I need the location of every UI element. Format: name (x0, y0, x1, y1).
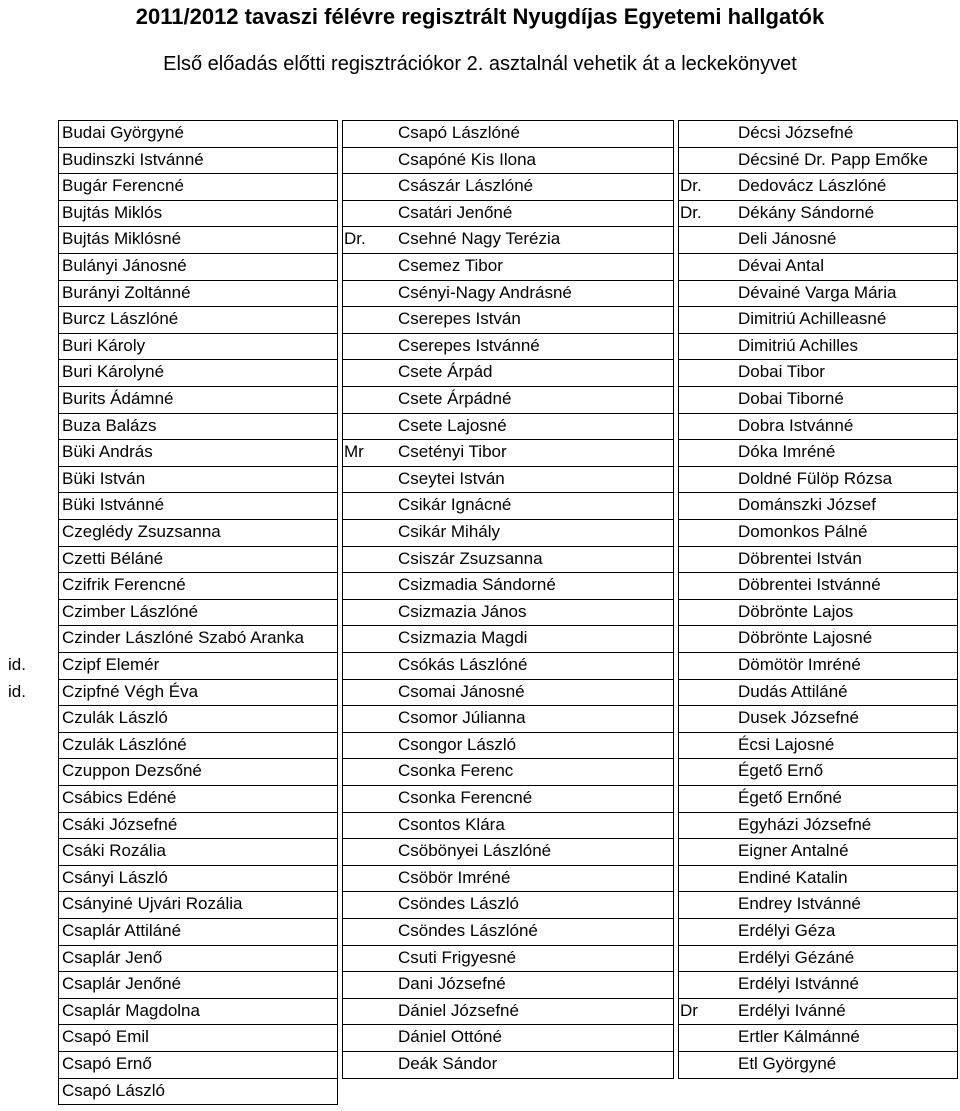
list-item (678, 333, 958, 360)
page-subtitle: Első előadás előtti regisztrációkor 2. asztalnál vehetik át a leckekönyvet (163, 53, 797, 75)
student-name: Csaplár Magdolna (62, 1000, 200, 1020)
student-name: Burits Ádámné (62, 389, 174, 408)
student-name: Cserepes Istvánné (398, 335, 540, 355)
student-name: Dévai Antal (738, 256, 824, 275)
student-name: Ertler Kálmánné (738, 1027, 860, 1047)
list-item (2, 173, 338, 200)
student-name: Bugár Ferencné (62, 176, 184, 196)
student-name: Csikár Ignácné (398, 495, 512, 515)
list-item (678, 546, 958, 573)
student-name: Endrey Istvánné (738, 894, 861, 914)
student-name: Dékány Sándorné (738, 202, 875, 222)
list-item (678, 120, 958, 147)
row-divider (58, 1104, 338, 1105)
list-item (2, 865, 338, 892)
list-item (678, 466, 958, 493)
list-item (342, 173, 674, 200)
list-item (2, 147, 338, 174)
student-name: Csomai Jánosné (398, 681, 525, 701)
student-name: Budinszki Istvánné (62, 149, 204, 169)
list-item (678, 1051, 958, 1078)
list-item (2, 945, 338, 972)
list-item (2, 785, 338, 812)
student-name: Etl Györgyné (738, 1054, 837, 1073)
student-name: Czifrik Ferencné (62, 575, 186, 595)
student-name: Décsi Józsefné (738, 123, 854, 142)
list-item (342, 200, 674, 227)
list-item (678, 679, 958, 706)
student-name: Csikár Mihály (398, 522, 501, 541)
student-name: Csaplár Jenő (62, 947, 163, 967)
list-item (2, 758, 338, 785)
list-item (342, 812, 674, 839)
list-item (342, 466, 674, 493)
student-name: Dóka Imréné (738, 442, 836, 462)
row-divider (342, 1078, 674, 1079)
list-item (678, 652, 958, 679)
student-name: Csehné Nagy Terézia (398, 229, 561, 249)
list-item (678, 519, 958, 546)
list-item (678, 306, 958, 333)
list-item (678, 280, 958, 307)
student-name: Csapóné Kis Ilona (398, 149, 536, 169)
name-column-2 (342, 120, 674, 1079)
list-item (678, 599, 958, 626)
student-name: Burcz Lászlóné (62, 309, 179, 329)
list-item (678, 359, 958, 386)
student-name: Buri Károlyné (62, 362, 165, 382)
student-name: Czinder Lászlóné Szabó Aranka (62, 628, 304, 648)
student-name: Csuti Frigyesné (398, 947, 517, 967)
list-item (342, 891, 674, 918)
list-item (2, 466, 338, 493)
list-item (342, 758, 674, 785)
student-name: Csapó László (62, 1080, 166, 1100)
student-name: Erdélyi Ivánné (738, 1000, 846, 1020)
student-name: Döbrönte Lajosné (738, 628, 873, 648)
student-name: Császár Lászlóné (398, 176, 534, 196)
student-name: Csaplár Attiláné (62, 921, 182, 940)
student-name: Csapó Emil (62, 1027, 149, 1047)
student-name: Burányi Zoltánné (62, 282, 191, 302)
list-item (342, 998, 674, 1025)
student-name: Csöndes Lászlóné (398, 921, 538, 940)
student-name: Erdélyi Istvánné (738, 974, 859, 994)
student-name: Csemez Tibor (398, 256, 503, 275)
list-item (2, 1051, 338, 1078)
student-name: Csete Lajosné (398, 415, 507, 435)
list-item (342, 918, 674, 945)
student-name: Czulák László (62, 708, 168, 728)
list-item (2, 333, 338, 360)
list-item (342, 679, 674, 706)
list-item (678, 625, 958, 652)
list-item (342, 253, 674, 280)
student-name: Eigner Antalné (738, 841, 849, 861)
list-item (342, 546, 674, 573)
list-item (2, 226, 338, 253)
list-item (342, 120, 674, 147)
student-name: Égető Ernő (738, 761, 824, 781)
row-divider (678, 1078, 958, 1079)
student-name: Döbrentei Istvánné (738, 575, 881, 595)
student-name: Csontos Klára (398, 814, 505, 834)
list-item (2, 918, 338, 945)
list-item (342, 413, 674, 440)
student-name: Domonkos Pálné (738, 522, 868, 541)
list-item (342, 439, 674, 466)
list-item (2, 732, 338, 759)
list-item (342, 785, 674, 812)
list-item (678, 386, 958, 413)
student-name: Dévainé Varga Mária (738, 282, 897, 302)
list-item (2, 812, 338, 839)
list-item (2, 492, 338, 519)
list-item (2, 413, 338, 440)
student-name: Dománszki József (738, 495, 876, 515)
student-name: Csényi-Nagy Andrásné (398, 282, 572, 302)
student-name: Doldné Fülöp Rózsa (738, 468, 893, 488)
student-name: Csetényi Tibor (398, 442, 507, 462)
student-name: Décsiné Dr. Papp Emőke (738, 149, 928, 169)
student-name: Csete Árpádné (398, 389, 512, 408)
list-item (2, 359, 338, 386)
list-item (2, 1024, 338, 1051)
title-prefix: Mr (344, 442, 364, 462)
list-item (2, 306, 338, 333)
student-name: Csete Árpád (398, 362, 493, 382)
list-item (342, 280, 674, 307)
list-item (2, 439, 338, 466)
list-item (342, 838, 674, 865)
student-name: Bulányi Jánosné (62, 256, 187, 275)
student-name: Döbrentei István (738, 548, 862, 568)
student-name: Czetti Béláné (62, 548, 164, 568)
list-item (678, 998, 958, 1025)
title-prefix: id. (8, 681, 26, 701)
list-item (2, 253, 338, 280)
list-item (678, 732, 958, 759)
student-name: Deák Sándor (398, 1054, 498, 1073)
list-item (342, 732, 674, 759)
list-item (678, 971, 958, 998)
student-name: Csomor Júlianna (398, 708, 526, 728)
student-name: Csábics Edéné (62, 788, 177, 807)
list-item (342, 306, 674, 333)
title-prefix: Dr (680, 1000, 698, 1020)
list-item (342, 333, 674, 360)
student-name: Czipf Elemér (62, 655, 160, 674)
student-name: Csongor László (398, 734, 517, 754)
page-title: 2011/2012 tavaszi félévre regisztrált Nyugdíjas Egyetemi hallgatók (135, 4, 825, 29)
student-name: Csizmazia János (398, 601, 527, 621)
list-item (2, 838, 338, 865)
student-name: Büki István (62, 468, 146, 488)
student-name: Csáki Rozália (62, 841, 166, 861)
list-item (342, 572, 674, 599)
student-name: Buza Balázs (62, 415, 157, 435)
list-item (678, 147, 958, 174)
student-name: Bujtás Miklós (62, 202, 163, 222)
student-name: Dobai Tiborné (738, 389, 844, 408)
student-name: Csáki Józsefné (62, 814, 178, 834)
list-item (342, 147, 674, 174)
title-prefix: id. (8, 655, 26, 674)
student-name: Csapó Lászlóné (398, 123, 520, 142)
list-item (2, 998, 338, 1025)
student-name: Döbrönte Lajos (738, 601, 854, 621)
title-prefix: Dr. (680, 176, 702, 196)
student-name: Csöndes László (398, 894, 519, 914)
student-name: Cseytei István (398, 468, 505, 488)
list-item (678, 785, 958, 812)
list-item (2, 599, 338, 626)
list-item (678, 253, 958, 280)
student-name: Csizmazia Magdi (398, 628, 528, 648)
student-name: Csányi László (62, 867, 168, 887)
list-item (678, 758, 958, 785)
student-name: Czeglédy Zsuzsanna (62, 522, 221, 541)
student-name: Csaplár Jenőné (62, 974, 182, 994)
list-item (678, 838, 958, 865)
list-item (2, 625, 338, 652)
student-name: Büki Istvánné (62, 495, 165, 515)
list-item (2, 705, 338, 732)
list-item (678, 945, 958, 972)
student-name: Csatári Jenőné (398, 202, 513, 222)
student-name: Csiszár Zsuzsanna (398, 548, 543, 568)
list-item (2, 120, 338, 147)
student-name: Egyházi Józsefné (738, 814, 872, 834)
student-name: Csókás Lászlóné (398, 655, 528, 674)
student-name: Csányiné Ujvári Rozália (62, 894, 243, 914)
list-item (342, 599, 674, 626)
student-name: Erdélyi Gézáné (738, 947, 855, 967)
list-item (2, 200, 338, 227)
student-name: Csonka Ferencné (398, 788, 533, 807)
student-name: Deli Jánosné (738, 229, 837, 249)
list-item (342, 386, 674, 413)
list-item (342, 652, 674, 679)
list-item (2, 572, 338, 599)
list-item (678, 918, 958, 945)
name-column-3 (678, 120, 958, 1079)
student-name: Büki András (62, 442, 153, 462)
list-item (342, 971, 674, 998)
list-item (2, 971, 338, 998)
list-item (2, 679, 338, 706)
list-item (342, 705, 674, 732)
list-item (342, 865, 674, 892)
student-name: Dedovácz Lászlóné (738, 176, 887, 196)
list-item (678, 439, 958, 466)
student-list (0, 120, 960, 1111)
student-name: Bujtás Miklósné (62, 229, 182, 249)
student-name: Dobra Istvánné (738, 415, 854, 435)
list-item (342, 1051, 674, 1078)
list-item (342, 519, 674, 546)
student-name: Erdélyi Géza (738, 921, 836, 940)
student-name: Csöbönyei Lászlóné (398, 841, 552, 861)
list-item (678, 492, 958, 519)
list-item (342, 359, 674, 386)
student-name: Dániel Józsefné (398, 1000, 519, 1020)
student-name: Dániel Ottóné (398, 1027, 502, 1047)
student-name: Budai Györgyné (62, 123, 184, 142)
student-name: Cserepes István (398, 309, 521, 329)
student-name: Csizmadia Sándorné (398, 575, 556, 595)
student-name: Csapó Ernő (62, 1054, 152, 1073)
student-name: Dusek Józsefné (738, 708, 859, 728)
student-name: Écsi Lajosné (738, 734, 835, 754)
list-item (2, 546, 338, 573)
list-item (342, 492, 674, 519)
list-item (678, 173, 958, 200)
list-item (2, 891, 338, 918)
title-prefix: Dr. (344, 229, 366, 249)
student-name: Czipfné Végh Éva (62, 681, 199, 701)
list-item (678, 812, 958, 839)
list-item (342, 625, 674, 652)
list-item (342, 1024, 674, 1051)
list-item (678, 200, 958, 227)
list-item (342, 945, 674, 972)
list-item (678, 413, 958, 440)
title-prefix: Dr. (680, 202, 702, 222)
list-item (2, 652, 338, 679)
list-item (2, 386, 338, 413)
student-name: Czulák Lászlóné (62, 734, 187, 754)
student-name: Dimitriú Achilles (738, 335, 858, 355)
student-name: Dobai Tibor (738, 362, 825, 382)
student-name: Dömötör Imréné (738, 655, 861, 674)
student-name: Égető Ernőné (738, 788, 842, 807)
student-name: Dani Józsefné (398, 974, 506, 994)
student-name: Dimitriú Achilleasné (738, 309, 887, 329)
student-name: Czuppon Dezsőné (62, 761, 202, 781)
list-item (2, 280, 338, 307)
student-name: Csöbör Imréné (398, 867, 511, 887)
student-name: Czimber Lászlóné (62, 601, 199, 621)
student-name: Csonka Ferenc (398, 761, 514, 781)
student-name: Dudás Attiláné (738, 681, 848, 701)
list-item (2, 1078, 338, 1105)
list-item (678, 226, 958, 253)
student-name: Buri Károly (62, 335, 146, 355)
list-item (678, 1024, 958, 1051)
name-column-1 (2, 120, 338, 1105)
list-item (678, 705, 958, 732)
list-item (678, 891, 958, 918)
list-item (678, 865, 958, 892)
list-item (2, 519, 338, 546)
list-item (678, 572, 958, 599)
student-name: Endiné Katalin (738, 867, 848, 887)
list-item (342, 226, 674, 253)
